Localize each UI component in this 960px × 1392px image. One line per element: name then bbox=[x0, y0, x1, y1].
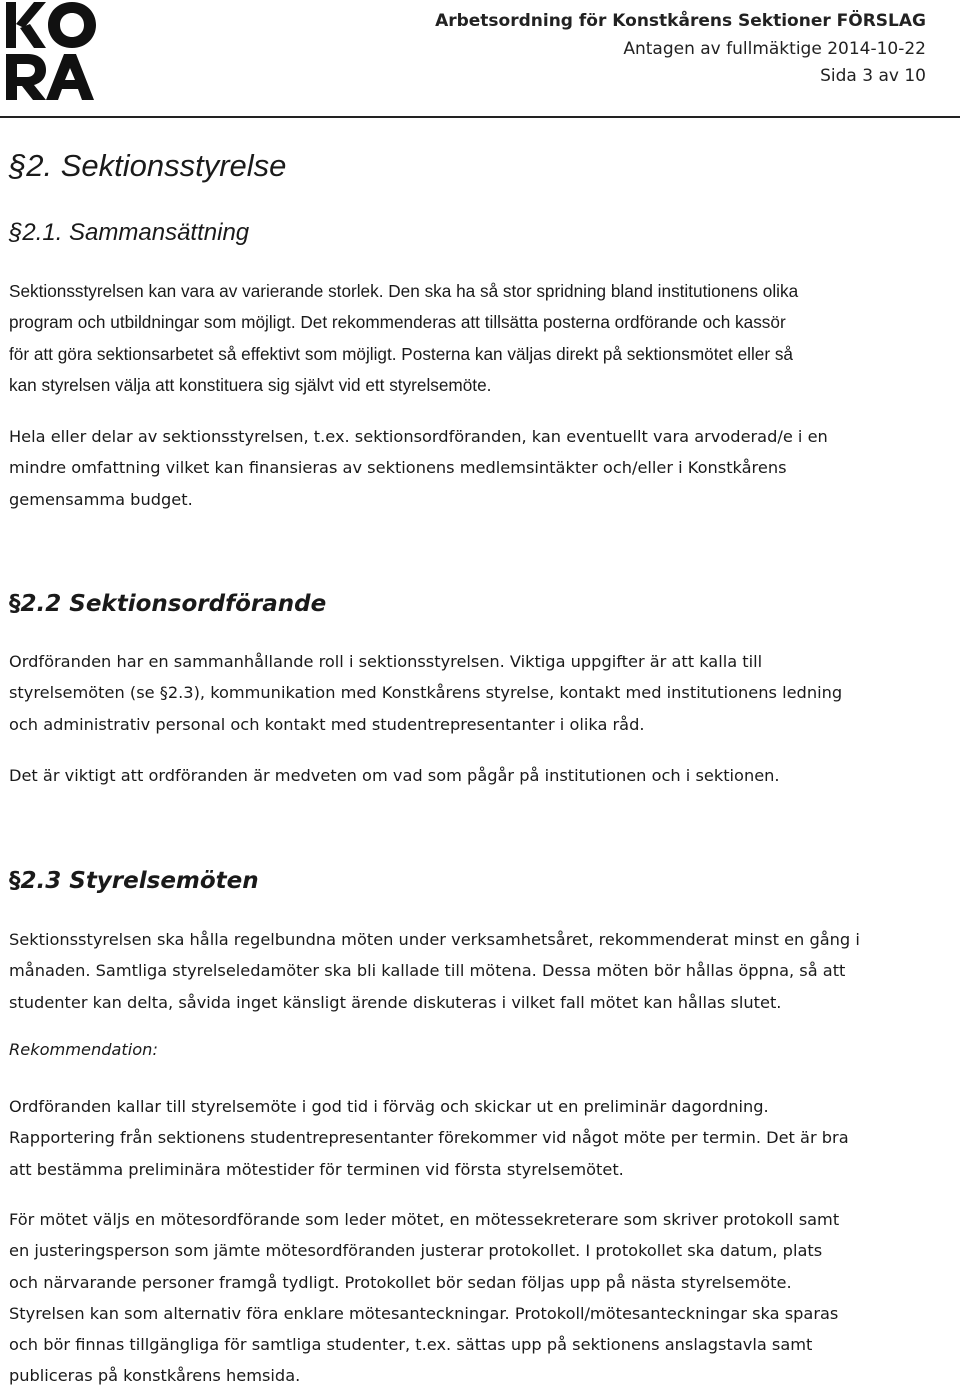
text-line: och administrativ personal och kontakt med studentrepresentanter i olika råd. bbox=[9, 714, 645, 734]
section-sign: § bbox=[9, 591, 21, 617]
text-line: och närvarande personer framgå tydligt. Protokollet bör sedan följas upp på nästa styrelsemöte. bbox=[9, 1272, 792, 1292]
subsection-title: 2.2 Sektionsordförande bbox=[20, 591, 327, 617]
text-line: för att göra sektionsarbetet så effektivt som möjligt. Posterna kan väljas direkt på sektionsmötet eller så bbox=[9, 343, 793, 364]
text-line: Ordföranden kallar till styrelsemöte i god tid i förväg och skickar ut en preliminär dagordning. bbox=[9, 1097, 769, 1116]
text-line: Ordföranden har en sammanhållande roll i sektionsstyrelsen. Viktiga uppgifter är att kalla till bbox=[9, 652, 763, 671]
paragraph-chair-1 bbox=[9, 646, 954, 740]
paragraph-meetings-1 bbox=[9, 924, 954, 1018]
text-line: en justeringsperson som jämte mötesordföranden justerar protokollet. I protokollet ska datum, plats bbox=[9, 1241, 823, 1261]
document-title: Arbetsordning för Konstkårens Sektioner FÖRSLAG bbox=[435, 11, 926, 31]
text-line: studenter kan delta, såvida inget känsligt ärende diskuteras i vilket fall mötet kan hållas slutet. bbox=[9, 992, 782, 1012]
page-number: Sida 3 av 10 bbox=[820, 66, 926, 86]
text-line: kan styrelsen välja att konstituera sig självt vid ett styrelsemöte. bbox=[9, 374, 492, 395]
text-line: Sektionsstyrelsen ska hålla regelbundna möten under verksamhetsåret, rekommenderat minst en gång i bbox=[9, 930, 860, 949]
text-line: gemensamma budget. bbox=[9, 489, 193, 509]
subsection-heading-2-3 bbox=[9, 868, 259, 894]
header-divider bbox=[0, 116, 960, 118]
paragraph-chair-2 bbox=[9, 760, 954, 791]
subsection-heading-2-1: §2.1. Sammansättning bbox=[9, 219, 250, 246]
subsection-heading-2-2 bbox=[9, 591, 326, 617]
paragraph-meetings-2 bbox=[9, 1091, 954, 1185]
text-line: styrelsemöten (se §2.3), kommunikation med Konstkårens styrelse, kontakt med institutionens ledning bbox=[9, 683, 843, 703]
subsection-title: 2.3 Styrelsemöten bbox=[20, 868, 259, 894]
kora-logo bbox=[4, 0, 96, 102]
paragraph-meetings-3 bbox=[9, 1204, 954, 1392]
text-line: och bör finnas tillgängliga för samtliga studenter, t.ex. sättas upp på sektionens anslagstavla samt bbox=[9, 1335, 813, 1355]
section-heading: §2. Sektionsstyrelse bbox=[9, 148, 287, 183]
section-sign: § bbox=[9, 868, 21, 894]
text-line: Hela eller delar av sektionsstyrelsen, t.ex. sektionsordföranden, kan eventuellt vara arvoderad/e i en bbox=[9, 427, 828, 446]
text-line: Styrelsen kan som alternativ föra enklare mötesanteckningar. Protokoll/mötesanteckningar ska sparas bbox=[9, 1303, 839, 1323]
recommendation-label: Rekommendation: bbox=[9, 1040, 158, 1059]
text-line: mindre omfattning vilket kan finansieras av sektionens medlemsintäkter och/eller i Konstkårens bbox=[9, 458, 787, 478]
text-line: Det är viktigt att ordföranden är medveten om vad som pågår på institutionen och i sektionen. bbox=[9, 766, 780, 785]
adoption-date: Antagen av fullmäktige 2014-10-22 bbox=[623, 39, 926, 59]
paragraph-composition-2 bbox=[9, 421, 954, 515]
text-line: För mötet väljs en mötesordförande som leder mötet, en mötessekreterare som skriver protokoll samt bbox=[9, 1210, 840, 1229]
text-line: Sektionsstyrelsen kan vara av varierande storlek. Den ska ha så stor spridning bland institutionens olika bbox=[9, 281, 799, 301]
text-line: månaden. Samtliga styrelseledamöter ska bli kallade till mötena. Dessa möten bör hållas öppna, så att bbox=[9, 961, 846, 981]
text-line: program och utbildningar som möjligt. Det rekommenderas att tillsätta posterna ordförande och kassör bbox=[9, 312, 786, 333]
text-line: Rapportering från sektionens studentrepresentanter förekommer vid något möte per termin. Det är bra bbox=[9, 1128, 849, 1148]
text-line: att bestämma preliminära mötestider för terminen vid första styrelsemötet. bbox=[9, 1159, 624, 1179]
paragraph-composition-1 bbox=[9, 276, 954, 401]
text-line: publiceras på konstkårens hemsida. bbox=[9, 1366, 301, 1386]
